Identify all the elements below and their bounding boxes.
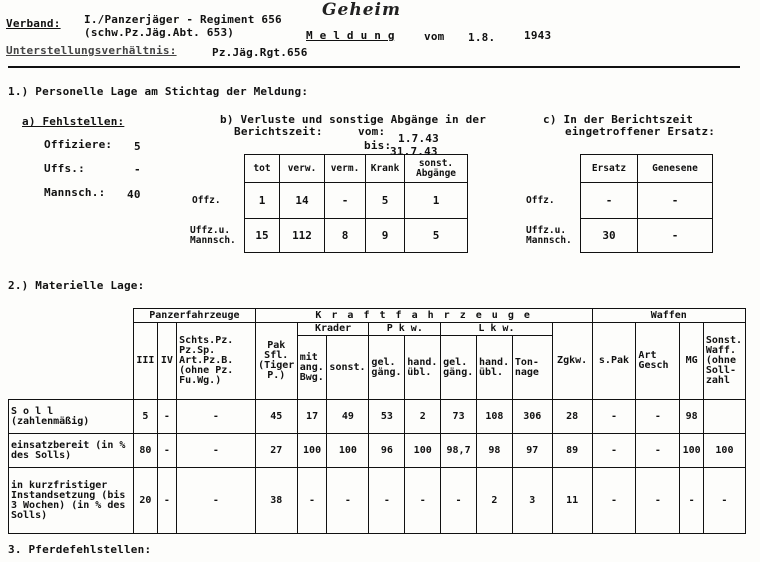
col-iii: III (134, 323, 158, 400)
mat-cell: 20 (134, 468, 158, 534)
mat-cell: 100 (703, 434, 745, 468)
col-zgkw: Zgkw. (552, 323, 592, 400)
ersatz-cell: - (581, 183, 638, 219)
vom-value: 1.7.43 (398, 132, 439, 145)
section3-title: 3. Pferdefehlstellen: (8, 543, 152, 556)
mat-cell: - (405, 468, 441, 534)
verband-line2: (schw.Pz.Jäg.Abt. 653) (84, 26, 235, 39)
unterstellung-label: Unterstellungsverhältnis: (6, 44, 177, 57)
verluste-cell: 112 (280, 219, 325, 253)
verluste-header: verm. (325, 155, 366, 183)
verluste-cell: 5 (405, 219, 468, 253)
mat-cell: - (636, 400, 680, 434)
row-label-soll: S o l l (zahlenmäßig) (9, 400, 134, 434)
mat-cell: 98 (680, 400, 704, 434)
mat-cell: - (157, 468, 176, 534)
mat-cell: 100 (297, 434, 327, 468)
section1c-title1: c) In der Berichtszeit (543, 113, 694, 126)
bis-label: bis: (364, 139, 392, 152)
mat-cell: - (177, 400, 256, 434)
ersatz-cell: - (638, 219, 713, 253)
bis-value: 31.7.43 (390, 145, 438, 158)
unterstellung-value: Pz.Jäg.Rgt.656 (212, 46, 308, 59)
fehl-offiziere-label: Offiziere: (44, 138, 113, 151)
mat-cell: 306 (512, 400, 552, 434)
ersatz-row-label: Offz. (526, 194, 555, 206)
col-krader-mit: mit ang. Bwg. (297, 336, 327, 400)
sub-krader: Krader (297, 323, 369, 336)
mat-cell: 2 (477, 468, 513, 534)
mat-cell: - (157, 434, 176, 468)
mat-cell: - (177, 434, 256, 468)
mat-cell: - (441, 468, 477, 534)
verluste-header: verw. (280, 155, 325, 183)
report-date: 1.8. (468, 31, 496, 44)
mat-cell: 2 (405, 400, 441, 434)
ersatz-cell: - (638, 183, 713, 219)
sub-lkw: L k w. (441, 323, 553, 336)
mat-cell: - (592, 434, 636, 468)
row-label-einsatzbereit: einsatzbereit (in % des Solls) (9, 434, 134, 468)
col-art: Art Gesch (636, 323, 680, 400)
ersatz-header: Genesene (638, 155, 713, 183)
table-row (9, 468, 746, 534)
mat-cell: 53 (369, 400, 405, 434)
col-lkw-ton: Ton- nage (512, 336, 552, 400)
group-waffen: Waffen (592, 309, 745, 323)
mat-cell: 17 (297, 400, 327, 434)
mat-cell: 108 (477, 400, 513, 434)
section1-title: 1.) Personelle Lage am Stichtag der Meldung: (8, 85, 309, 98)
mat-cell: 98,7 (441, 434, 477, 468)
section2-title: 2.) Materielle Lage: (8, 279, 145, 292)
col-krader-sonst: sonst. (327, 336, 369, 400)
meldung-title: M e l d u n g (306, 29, 395, 42)
verluste-cell: 5 (366, 183, 405, 219)
ersatz-header: Ersatz (581, 155, 638, 183)
col-iv: IV (157, 323, 176, 400)
mat-cell: - (636, 468, 680, 534)
fehl-mannsch-value: 40 (127, 188, 141, 201)
table-row (9, 400, 746, 434)
mat-cell: - (680, 468, 704, 534)
mat-cell: 45 (255, 400, 297, 434)
mat-cell: 89 (552, 434, 592, 468)
verluste-cell: 14 (280, 183, 325, 219)
verluste-header: sonst. Abgänge (405, 155, 468, 183)
mat-cell: - (592, 400, 636, 434)
verluste-cell: 15 (245, 219, 280, 253)
header-rule (8, 66, 740, 68)
mat-cell: - (369, 468, 405, 534)
mat-cell: - (327, 468, 369, 534)
verluste-table (188, 154, 468, 253)
mat-cell: 80 (134, 434, 158, 468)
verluste-corner (188, 155, 245, 183)
sub-pkw: P k w. (369, 323, 441, 336)
mat-cell: 11 (552, 468, 592, 534)
vom-label: vom (424, 30, 445, 43)
table-row (9, 434, 746, 468)
fehl-uffs-label: Uffs.: (44, 162, 85, 175)
report-year: 1943 (524, 29, 552, 42)
verluste-row-label: Uffz.u. Mannsch. (190, 224, 236, 246)
col-spak: s.Pak (592, 323, 636, 400)
col-pkw-hand: hand. übl. (405, 336, 441, 400)
ersatz-corner (524, 155, 581, 183)
mat-cell: - (297, 468, 327, 534)
mat-cell: - (177, 468, 256, 534)
mat-cell: 3 (512, 468, 552, 534)
col-lkw-hand: hand. übl. (477, 336, 513, 400)
col-lkw-gel: gel. gäng. (441, 336, 477, 400)
verband-label: Verband: (6, 17, 61, 30)
verluste-cell: 9 (366, 219, 405, 253)
mat-cell: 96 (369, 434, 405, 468)
mat-cell: 5 (134, 400, 158, 434)
section1b-title2: Berichtszeit: (234, 125, 323, 138)
mat-cell: - (592, 468, 636, 534)
mat-cell: 28 (552, 400, 592, 434)
mat-cell: 100 (680, 434, 704, 468)
verband-line1: I./Panzerjäger - Regiment 656 (84, 13, 282, 26)
table-row (188, 219, 468, 253)
group-panzer: Panzerfahrzeuge (134, 309, 256, 323)
mat-cell: - (636, 434, 680, 468)
mat-cell: - (157, 400, 176, 434)
row-label-instandsetzung: in kurzfristiger Instandsetzung (bis 3 Wochen) (in % des Solls) (9, 468, 134, 534)
verluste-header: tot (245, 155, 280, 183)
mat-cell: 100 (405, 434, 441, 468)
section1b-title1: b) Verluste und sonstige Abgänge in der (220, 113, 487, 126)
verluste-cell: 8 (325, 219, 366, 253)
geheim-stamp: Geheim (322, 0, 401, 20)
verluste-header: Krank (366, 155, 405, 183)
mat-cell: 98 (477, 434, 513, 468)
ersatz-cell: 30 (581, 219, 638, 253)
mat-cell: 38 (255, 468, 297, 534)
verluste-row-label: Offz. (192, 194, 221, 206)
ersatz-row-label: Uffz.u. Mannsch. (526, 224, 572, 246)
mat-cell: - (703, 468, 745, 534)
verluste-cell: - (325, 183, 366, 219)
vom-label-b: vom: (358, 125, 386, 138)
group-kraft: K r a f t f a h r z e u g e (255, 309, 592, 323)
materielle-corner (9, 309, 134, 400)
fehl-mannsch-label: Mannsch.: (44, 186, 106, 199)
col-mg: MG (680, 323, 704, 400)
section1c-title2: eingetroffener Ersatz: (565, 125, 716, 138)
mat-cell: 27 (255, 434, 297, 468)
col-sonst-waffen: Sonst. Waff. (ohne Soll- zahl (703, 323, 745, 400)
section1a-title-text: a) Fehlstellen: (22, 115, 125, 128)
col-pak: Pak Sfl. (Tiger P.) (255, 323, 297, 400)
verluste-cell: 1 (245, 183, 280, 219)
table-row (188, 183, 468, 219)
fehl-uffs-value: - (134, 163, 141, 176)
materielle-table (8, 308, 746, 534)
mat-cell (703, 400, 745, 434)
mat-cell: 73 (441, 400, 477, 434)
col-pkw-gel: gel. gäng. (369, 336, 405, 400)
mat-cell: 49 (327, 400, 369, 434)
ersatz-table (524, 154, 713, 253)
mat-cell: 100 (327, 434, 369, 468)
section1a-title (22, 116, 124, 128)
table-row (524, 183, 713, 219)
mat-cell: 97 (512, 434, 552, 468)
col-schts: Schts.Pz. Pz.Sp. Art.Pz.B. (ohne Pz. Fu.Wg.) (177, 323, 256, 400)
fehl-offiziere-value: 5 (134, 140, 141, 153)
verluste-cell: 1 (405, 183, 468, 219)
table-row (524, 219, 713, 253)
